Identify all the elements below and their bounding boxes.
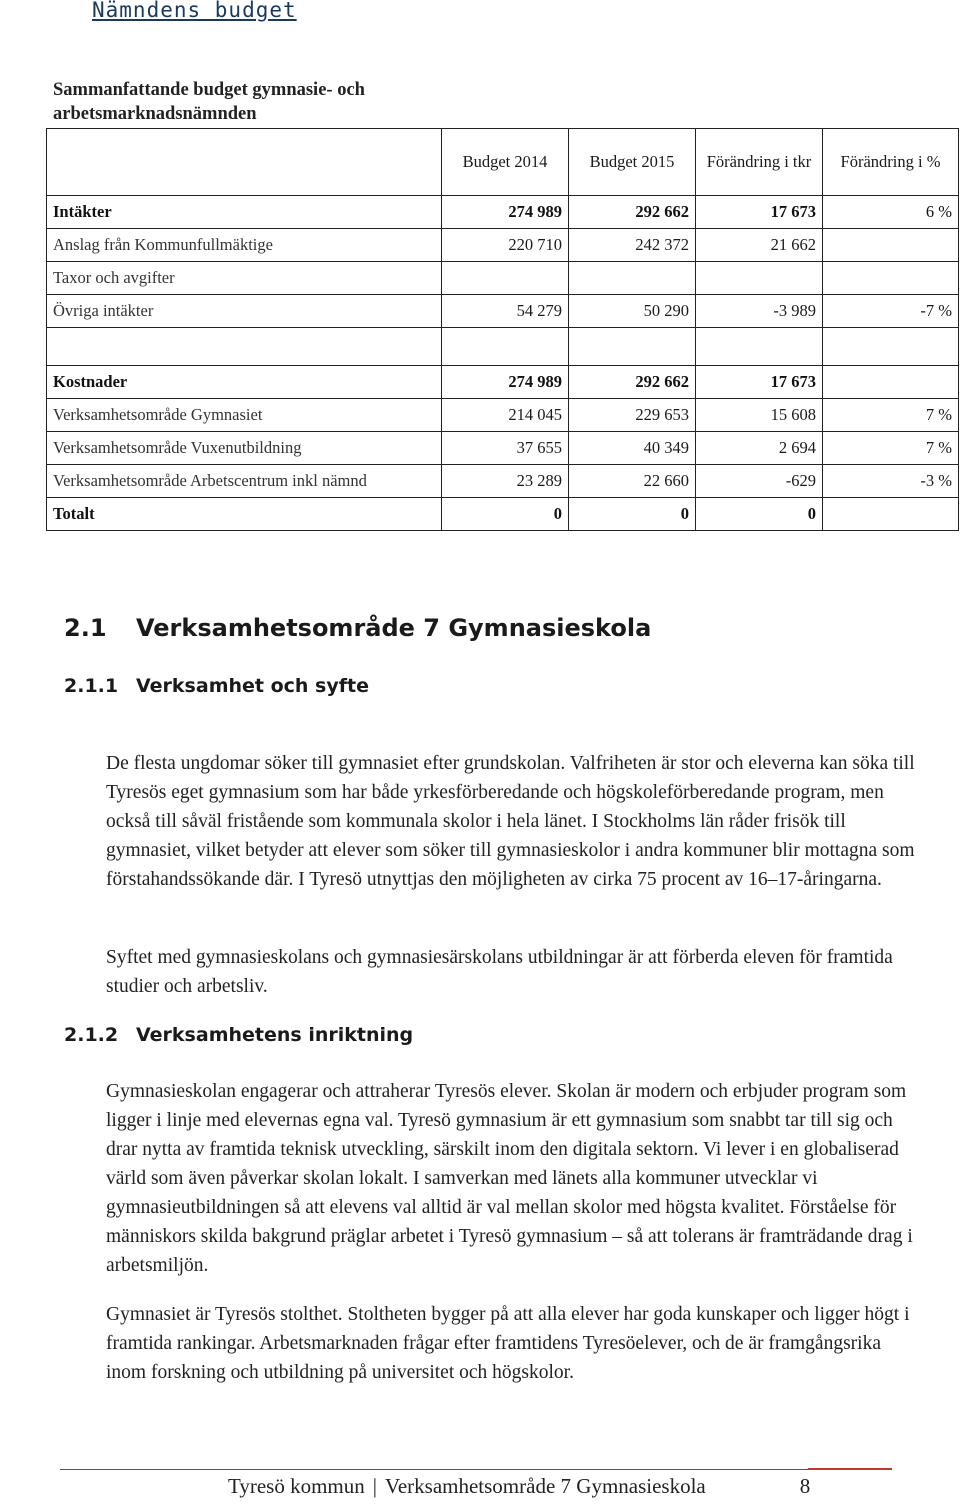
paragraph: Gymnasieskolan engagerar och attraherar Tyresös elever. Skolan är modern och erbjuder program som ligger i linje med elevernas egna val. Tyresö gymnasium är ett gymnasium som snabbt tar till sig och drar nytta av framtida teknisk utveckling, särskilt inom den digitala sektorn. Vi lever i en globaliserad värld som även påverkar skolan lokalt. I samverkan med länets alla kommuner utvecklar vi gymnasieutbildningen så att elevens val alltid är val mellan skolor med högsta kvalitet. Förståelse för människors skilda bakgrund präglar arbetet i Tyresö gymnasium – så att tolerans är framträdande drag i arbetsmiljön. [106, 1081, 913, 1276]
cell-budget-2014: 54 279 [442, 295, 569, 328]
paragraph: Syftet med gymnasieskolans och gymnasiesärskolans utbildningar är att förberda eleven för framtida studier och arbetsliv. [106, 947, 893, 997]
row-label: Totalt [47, 498, 442, 531]
table-row [47, 432, 959, 465]
footer-section: Verksamhetsområde 7 Gymnasieskola [385, 1474, 706, 1498]
col-header-change-tkr: Förändring i tkr [696, 129, 823, 196]
spacer-cell [569, 328, 696, 366]
row-label: Intäkter [47, 196, 442, 229]
footer-separator: | [372, 1474, 377, 1498]
spacer-cell [823, 328, 959, 366]
cell-change-tkr: 17 673 [696, 366, 823, 399]
page-header-title: Nämndens budget [92, 0, 297, 22]
subsection-heading [64, 675, 369, 697]
cell-budget-2014: 0 [442, 498, 569, 531]
col-header-budget-2014: Budget 2014 [442, 129, 569, 196]
table-row [47, 295, 959, 328]
cell-change-pct: -3 % [823, 465, 959, 498]
table-row [47, 262, 959, 295]
section-number: 2.1 [64, 614, 107, 642]
page-number: 8 [799, 1474, 811, 1498]
col-header-change-pct: Förändring i % [823, 129, 959, 196]
subsection-number: 2.1.1 [64, 675, 119, 697]
cell-budget-2014: 220 710 [442, 229, 569, 262]
cell-change-pct [823, 498, 959, 531]
cell-change-tkr: 17 673 [696, 196, 823, 229]
cell-change-tkr: -629 [696, 465, 823, 498]
cell-budget-2014: 274 989 [442, 196, 569, 229]
cell-change-pct [823, 366, 959, 399]
table-row [47, 196, 959, 229]
cell-budget-2015: 0 [569, 498, 696, 531]
cell-budget-2015: 292 662 [569, 366, 696, 399]
col-header-budget-2015: Budget 2015 [569, 129, 696, 196]
cell-budget-2015: 22 660 [569, 465, 696, 498]
cell-budget-2015: 242 372 [569, 229, 696, 262]
footer-rule [60, 1469, 890, 1470]
subsection-heading [64, 1024, 413, 1046]
cell-budget-2015: 40 349 [569, 432, 696, 465]
cell-change-tkr: 2 694 [696, 432, 823, 465]
page-footer [228, 1474, 810, 1499]
cell-budget-2015: 50 290 [569, 295, 696, 328]
table-row [47, 399, 959, 432]
paragraph: Gymnasiet är Tyresös stolthet. Stoltheten bygger på att alla elever har goda kunskaper och ligger högt i framtida rankingar. Arbetsmarknaden frågar efter framtidens Tyresöelever, och de är framgångsrika inom forskning och utbildning på universitet och högskolor. [106, 1304, 910, 1383]
budget-table [46, 128, 959, 531]
cell-change-pct: 6 % [823, 196, 959, 229]
row-label: Anslag från Kommunfullmäktige [47, 229, 442, 262]
cell-budget-2014 [442, 262, 569, 295]
table-header-row [47, 129, 959, 196]
section-title: Verksamhetsområde 7 Gymnasieskola [136, 614, 652, 642]
cell-budget-2014: 274 989 [442, 366, 569, 399]
subsection-number: 2.1.2 [64, 1024, 119, 1046]
cell-change-tkr: 0 [696, 498, 823, 531]
cell-change-pct [823, 262, 959, 295]
spacer-cell [442, 328, 569, 366]
spacer-cell [47, 328, 442, 366]
table-spacer-row [47, 328, 959, 366]
cell-budget-2014: 37 655 [442, 432, 569, 465]
table-row [47, 465, 959, 498]
cell-budget-2014: 214 045 [442, 399, 569, 432]
cell-change-pct: -7 % [823, 295, 959, 328]
row-label: Verksamhetsområde Arbetscentrum inkl nämnd [47, 465, 442, 498]
cell-budget-2015 [569, 262, 696, 295]
cell-budget-2014: 23 289 [442, 465, 569, 498]
table-row [47, 229, 959, 262]
footer-org: Tyresö kommun [228, 1474, 365, 1498]
cell-change-tkr [696, 262, 823, 295]
row-label: Verksamhetsområde Gymnasiet [47, 399, 442, 432]
subsection-title: Verksamhetens inriktning [136, 1024, 414, 1046]
row-label: Taxor och avgifter [47, 262, 442, 295]
cell-budget-2015: 229 653 [569, 399, 696, 432]
table-title: Sammanfattande budget gymnasie- och arbetsmarknadsnämnden [53, 80, 365, 124]
footer-accent-rule [808, 1468, 892, 1470]
cell-change-tkr: 21 662 [696, 229, 823, 262]
header-label-cell [47, 129, 442, 196]
cell-change-pct [823, 229, 959, 262]
cell-change-pct: 7 % [823, 399, 959, 432]
row-label: Verksamhetsområde Vuxenutbildning [47, 432, 442, 465]
cell-change-tkr: 15 608 [696, 399, 823, 432]
subsection-title: Verksamhet och syfte [136, 675, 369, 697]
table-row-total [47, 498, 959, 531]
spacer-cell [696, 328, 823, 366]
row-label: Kostnader [47, 366, 442, 399]
cell-budget-2015: 292 662 [569, 196, 696, 229]
table-row [47, 366, 959, 399]
row-label: Övriga intäkter [47, 295, 442, 328]
section-heading [64, 614, 651, 642]
paragraph: De flesta ungdomar söker till gymnasiet efter grundskolan. Valfriheten är stor och eleverna kan söka till Tyresös eget gymnasium som har både yrkesförberedande och högskoleförberedande program, men också till såväl fristående som kommunala skolor i hela länet. I Stockholms län råder frisök till gymnasiet, vilket betyder att elever som söker till gymnasieskolor i andra kommuner blir mottagna som förstahandssökande där. I Tyresö utnyttjas den möjligheten av cirka 75 procent av 16–17-åringarna. [106, 753, 915, 890]
cell-change-pct: 7 % [823, 432, 959, 465]
cell-change-tkr: -3 989 [696, 295, 823, 328]
